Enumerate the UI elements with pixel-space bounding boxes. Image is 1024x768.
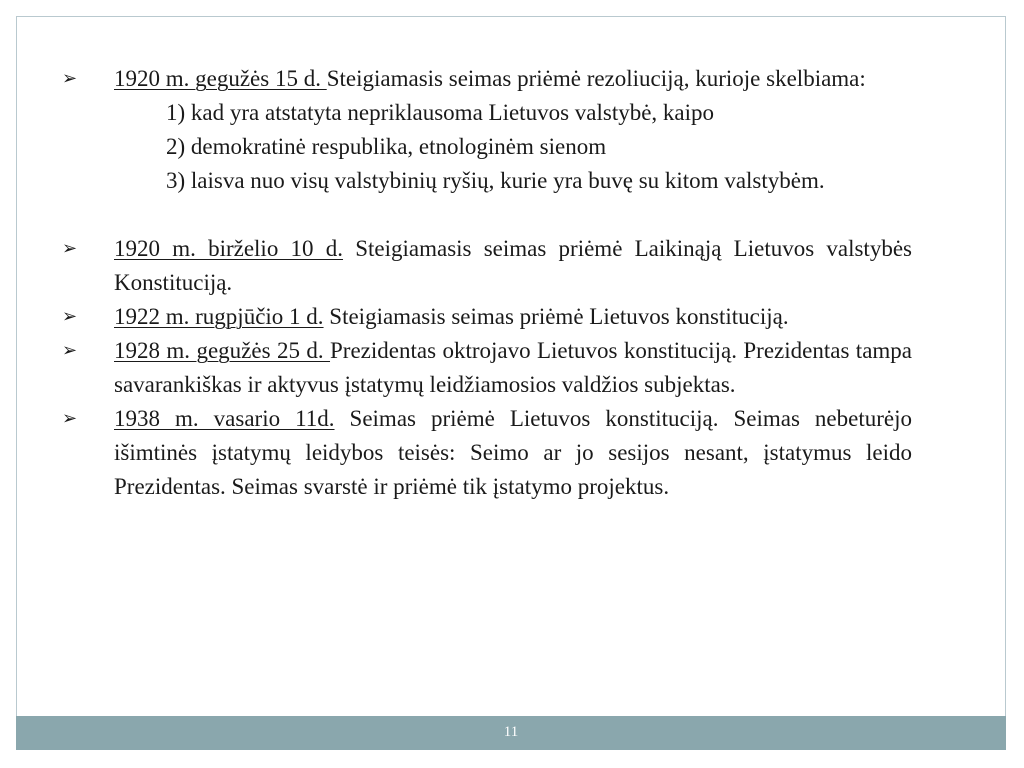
spacer <box>62 198 912 232</box>
footer-bar <box>16 716 1006 750</box>
bullet-text: Steigiamasis seimas priėmė Lietuvos konstituciją. <box>323 304 789 329</box>
page-number: 11 <box>503 724 519 740</box>
bullet-text: Steigiamasis seimas priėmė rezoliuciją, kurioje skelbiama: <box>326 66 866 91</box>
bullet-date: 1922 m. rugpjūčio 1 d. <box>114 304 324 329</box>
arrow-bullet-icon: ➢ <box>62 68 78 89</box>
bullet-text: Prezidentas oktrojavo Lietuvos konstituciją. Prezidentas tampa savarankiškas ir aktyvus įstatymų leidžiamosios valdžios subjektas. <box>114 338 912 397</box>
arrow-bullet-icon: ➢ <box>62 306 78 327</box>
bullet-item-1 <box>62 62 912 198</box>
bullet-date: 1920 m. birželio 10 d. <box>114 236 344 261</box>
sub-item-2: 2) demokratinė respublika, etnologinėm sienom <box>166 134 607 159</box>
sub-item-1: 1) kad yra atstatyta nepriklausoma Lietuvos valstybė, kaipo <box>166 100 715 125</box>
bullet-date: 1938 m. vasario 11d. <box>114 406 335 431</box>
bullet-item-5 <box>62 402 912 504</box>
bullet-item-2 <box>62 232 912 300</box>
bullet-date: 1920 m. gegužės 15 d. <box>114 66 327 91</box>
bullet-item-3 <box>62 300 912 334</box>
sub-item-3: 3) laisva nuo visų valstybinių ryšių, kurie yra buvę su kitom valstybėm. <box>166 168 825 193</box>
bullet-item-4 <box>62 334 912 402</box>
sub-list <box>114 96 912 198</box>
arrow-bullet-icon: ➢ <box>62 238 78 259</box>
arrow-bullet-icon: ➢ <box>62 408 78 429</box>
arrow-bullet-icon: ➢ <box>62 340 78 361</box>
bullet-text: Steigiamasis seimas priėmė Laikinąją Lietuvos valstybės Konstituciją. <box>114 236 912 295</box>
bullet-text: Seimas priėmė Lietuvos konstituciją. Seimas nebeturėjo išimtinės įstatymų leidybos teisės: Seimo ar jo sesijos nesant, įstatymus leido Prezidentas. Seimas svarstė ir priėmė tik įstatymo projektus. <box>114 406 912 499</box>
bullet-date: 1928 m. gegužės 25 d. <box>114 338 331 363</box>
slide-content <box>62 62 912 504</box>
